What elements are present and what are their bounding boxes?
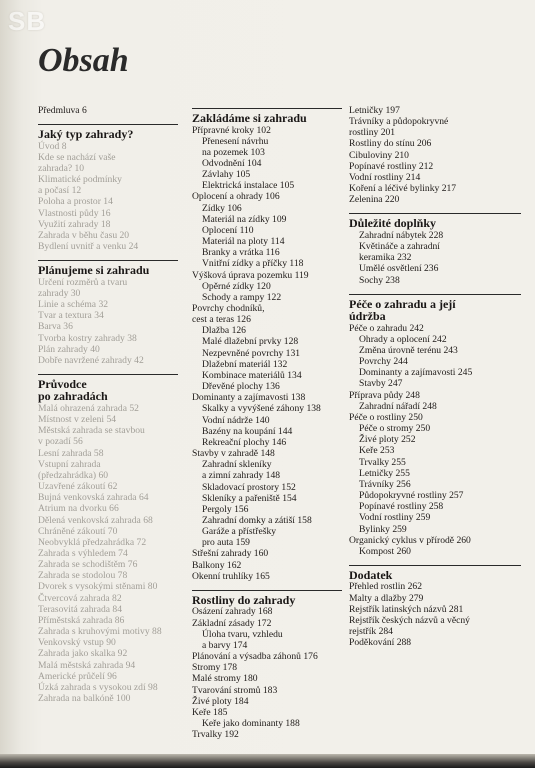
toc-entry: Zelenina 220 <box>349 194 400 206</box>
toc-entry: Okenní truhlíky 165 <box>192 570 270 582</box>
toc-subentry: Úloha tvaru, vzhledu <box>202 628 283 640</box>
toc-subentry: Závlahy 105 <box>202 169 251 181</box>
page-title: Obsah <box>38 42 129 79</box>
toc-subentry: Skladovací prostory 152 <box>202 481 296 493</box>
toc-subentry: Trvalky 255 <box>359 456 406 468</box>
section-heading-line: Rostliny do zahrady <box>192 592 296 607</box>
toc-entry: Městská zahrada se stavbou <box>38 425 145 437</box>
toc-subentry: Umělé osvětlení 236 <box>359 263 439 275</box>
toc-subentry: Dlažební materiál 132 <box>202 358 288 370</box>
toc-subentry: Zahradní skleníky <box>202 459 272 471</box>
toc-subentry: Nezpevněné povrchy 131 <box>202 347 301 359</box>
toc-subentry: Půdopokryvné rostliny 257 <box>359 490 464 502</box>
section-heading-line: Zakládáme si zahradu <box>192 111 307 125</box>
toc-subentry: Zahradní nábytek 228 <box>359 229 444 241</box>
toc-entry: Chráněné zákoutí 70 <box>38 525 118 537</box>
toc-entry: Letničky 197 <box>349 105 400 116</box>
toc-entry: Tvarování stromů 183 <box>192 684 278 696</box>
toc-entry: Cibuloviny 210 <box>349 149 409 161</box>
toc-subentry: pro auta 159 <box>202 537 250 549</box>
toc-subentry: Rekreační plochy 146 <box>202 436 287 448</box>
section-heading <box>38 260 178 277</box>
toc-entry: cest a teras 126 <box>192 314 251 326</box>
toc-entry: Příměstská zahrada 86 <box>38 614 125 626</box>
toc-entry: Neobvyklá předzahrádka 72 <box>38 536 147 548</box>
toc-subentry: Materiál na ploty 114 <box>202 236 285 248</box>
section-heading <box>349 294 521 323</box>
toc-entry: Dvorek s vysokými stěnami 80 <box>38 581 158 593</box>
toc-entry: Čtvercová zahrada 82 <box>38 592 122 604</box>
toc-subentry: Bazény na koupání 144 <box>202 425 293 437</box>
toc-entry: zahrada? 10 <box>38 162 85 174</box>
toc-entry: Úvod 8 <box>38 140 67 152</box>
toc-entry: Střešní zahrady 160 <box>192 548 269 560</box>
toc-entry: Péče o zahradu 242 <box>349 322 424 334</box>
toc-entry: Koření a léčivé bylinky 217 <box>349 183 457 195</box>
toc-entry: Poděkování 288 <box>349 637 412 649</box>
toc-entry: Zahrada v běhu času 20 <box>38 229 130 241</box>
toc-subentry: Vnitřní zídky a příčky 118 <box>202 258 304 270</box>
toc-entry: Malá městská zahrada 94 <box>38 659 136 671</box>
toc-subentry: keramika 232 <box>359 252 412 264</box>
section-heading-line: Péče o zahradu a její <box>349 296 456 311</box>
toc-entry: Vlastnosti půdy 16 <box>38 207 111 219</box>
toc-entry: Stavby v zahradě 148 <box>192 448 275 460</box>
toc-entry: Malá ohrazená zahrada 52 <box>38 402 139 414</box>
toc-subentry: Schody a rampy 122 <box>202 291 282 303</box>
toc-entry: Plánování a výsadba záhonů 176 <box>192 651 318 663</box>
toc-entry: Bujná venkovská zahrada 64 <box>38 492 149 504</box>
toc-entry: Malty a dlažby 279 <box>349 592 424 604</box>
toc-subentry: Péče o stromy 250 <box>359 423 431 435</box>
toc-column-3 <box>349 105 521 648</box>
toc-entry: Americké průčelí 96 <box>38 670 117 682</box>
section-heading-line: po zahradách <box>38 389 108 404</box>
toc-subentry: Skalky a vyvýšené záhony 138 <box>202 403 321 415</box>
toc-subentry: Skleníky a pařeniště 154 <box>202 492 297 504</box>
toc-subentry: Změna úrovně terénu 243 <box>359 345 458 356</box>
toc-entry: v pozadí 56 <box>38 436 83 448</box>
toc-entry: Kde se nachází vaše <box>38 151 116 163</box>
toc-entry: Popínavé rostliny 212 <box>349 160 434 172</box>
toc-entry: rejstřík 284 <box>349 626 393 638</box>
toc-subentry: Garáže a přístřešky <box>202 526 277 538</box>
toc-subentry: a barvy 174 <box>202 639 248 651</box>
toc-entry: Uzavřené zákoutí 62 <box>38 481 118 493</box>
toc-subentry: Povrchy 244 <box>359 356 408 368</box>
toc-entry: Zahrada se stodolou 78 <box>38 570 128 582</box>
toc-entry: Tvar a textura 34 <box>38 310 104 322</box>
toc-entry: rostliny 201 <box>349 127 396 139</box>
toc-entry: Výšková úprava pozemku 119 <box>192 269 309 281</box>
toc-entry: (předzahrádka) 60 <box>38 469 109 481</box>
toc-entry: Dominanty a zajímavosti 138 <box>192 392 306 404</box>
toc-entry: Klimatické podmínky <box>38 174 122 186</box>
toc-subentry: Bylinky 259 <box>359 523 407 535</box>
section-heading <box>192 108 342 125</box>
toc-entry: Bydlení uvnitř a venku 24 <box>38 241 139 253</box>
toc-entry: Péče o rostliny 250 <box>349 411 423 423</box>
section-heading <box>38 374 178 403</box>
section-heading-line: údržba <box>349 309 386 324</box>
toc-entry: Terasovitá zahrada 84 <box>38 603 123 615</box>
toc-entry: Určení rozměrů a tvaru <box>38 276 128 288</box>
section-heading <box>349 213 521 230</box>
toc-subentry: Branky a vrátka 116 <box>202 247 280 259</box>
section-heading <box>349 565 521 582</box>
toc-entry: Dělená venkovská zahrada 68 <box>38 514 153 526</box>
section-heading-line: Průvodce <box>38 376 87 391</box>
toc-entry: Předmluva 6 <box>38 105 87 116</box>
toc-subentry: Živé ploty 252 <box>359 434 416 446</box>
toc-subentry: na pozemek 103 <box>202 146 265 158</box>
toc-entry: Barva 36 <box>38 321 73 333</box>
toc-subentry: Stavby 247 <box>359 378 403 390</box>
toc-entry: Přípravné kroky 102 <box>192 124 271 136</box>
toc-entry: Příprava půdy 248 <box>349 389 420 401</box>
toc-entry: Zahrada na balkóně 100 <box>38 693 131 705</box>
toc-subentry: Dominanty a zajímavosti 245 <box>359 367 473 379</box>
toc-entry: Rejstřík latinských názvů 281 <box>349 603 464 615</box>
toc-subentry: Zahradní nářadí 248 <box>359 400 437 412</box>
toc-entry: Osázení zahrady 168 <box>192 606 273 618</box>
toc-entry: Vodní rostliny 214 <box>349 171 421 183</box>
page-bottom-edge <box>0 754 535 768</box>
toc-subentry: Letničky 255 <box>359 467 410 479</box>
toc-subentry: Trávníky 256 <box>359 478 411 490</box>
toc-entry: Vstupní zahrada <box>38 458 101 470</box>
toc-subentry: Oplocení 110 <box>202 224 254 236</box>
toc-entry: Zahrada s kruhovými motivy 88 <box>38 626 162 638</box>
section-heading <box>38 124 178 141</box>
toc-entry: Místnost v zeleni 54 <box>38 414 117 426</box>
toc-entry: Tvorba kostry zahrady 38 <box>38 332 137 344</box>
toc-entry: Venkovský vstup 90 <box>38 637 116 649</box>
toc-subentry: Popínavé rostliny 258 <box>359 501 444 513</box>
toc-subentry: Kompost 260 <box>359 545 411 557</box>
toc-entry: Plán zahrady 40 <box>38 343 100 355</box>
toc-entry: a počasí 12 <box>38 185 82 197</box>
toc-subentry: Pergoly 156 <box>202 503 249 515</box>
toc-entry: Malé stromy 180 <box>192 673 258 685</box>
toc-subentry: Vodní rostliny 259 <box>359 512 431 524</box>
toc-subentry: Květináče a zahradní <box>359 241 440 253</box>
toc-entry: Stromy 178 <box>192 662 238 674</box>
toc-subentry: Odvodnění 104 <box>202 157 262 169</box>
toc-entry: Poloha a prostor 14 <box>38 196 113 208</box>
toc-column-2 <box>192 108 342 740</box>
toc-entry: Atrium na dvorku 66 <box>38 503 119 515</box>
toc-entry: Úzká zahrada s vysokou zdí 98 <box>38 681 158 693</box>
toc-subentry: Opěrné zídky 120 <box>202 280 271 292</box>
toc-entry: Rostliny do stínu 206 <box>349 138 432 150</box>
section-heading-line: Důležité doplňky <box>349 216 437 231</box>
toc-entry: Balkony 162 <box>192 559 242 571</box>
toc-subentry: Sochy 238 <box>359 274 400 286</box>
toc-entry: Trávníky a půdopokryvné <box>349 116 449 128</box>
section-heading <box>192 590 342 607</box>
publisher-logo: SB <box>8 6 47 36</box>
toc-entry: Povrchy chodníků, <box>192 303 265 314</box>
toc-entry: Organický cyklus v přírodě 260 <box>349 534 471 546</box>
toc-subentry: Dlažba 126 <box>202 325 246 337</box>
toc-entry: Keře 185 <box>192 706 228 718</box>
toc-entry: Přehled rostlin 262 <box>349 581 423 593</box>
toc-subentry: Přenesení návrhu <box>202 135 269 147</box>
toc-entry: Zahrada s výhledem 74 <box>38 548 128 559</box>
toc-subentry: Keře 253 <box>359 445 395 457</box>
section-heading-line: Plánujeme si zahradu <box>38 263 150 278</box>
toc-entry: Dobře navržené zahrady 42 <box>38 354 144 366</box>
toc-subentry: Keře jako dominanty 188 <box>202 717 300 729</box>
toc-subentry: Vodní nádrže 140 <box>202 414 270 426</box>
toc-subentry: Zahradní domky a zátiší 158 <box>202 514 312 526</box>
toc-column-1 <box>38 105 178 704</box>
toc-entry: Využití zahrady 18 <box>38 218 111 230</box>
toc-entry: Zahrada se schodištěm 76 <box>38 559 138 571</box>
toc-entry: Rejstřík českých názvů a věcný <box>349 614 470 626</box>
toc-subentry: Materiál na zídky 109 <box>202 213 287 225</box>
toc-subentry: Ohrady a oplocení 242 <box>359 333 447 345</box>
toc-subentry: Malé dlažební prvky 128 <box>202 336 299 348</box>
toc-subentry: Dřevěné plochy 136 <box>202 381 280 393</box>
toc-subentry: Elektrická instalace 105 <box>202 180 295 192</box>
toc-entry: Linie a schéma 32 <box>38 299 109 311</box>
toc-entry: Lesní zahrada 58 <box>38 447 104 459</box>
toc-subentry: a zimní zahrady 148 <box>202 470 281 482</box>
toc-entry: Zahrada jako skalka 92 <box>38 648 128 660</box>
toc-entry: zahrady 30 <box>38 287 81 299</box>
toc-subentry: Kombinace materiálů 134 <box>202 369 302 381</box>
toc-entry: Základní zásady 172 <box>192 617 272 629</box>
toc-subentry: Zídky 106 <box>202 202 242 214</box>
section-heading-line: Dodatek <box>349 567 393 582</box>
toc-entry: Oplocení a ohrady 106 <box>192 191 280 203</box>
section-heading-line: Jaký typ zahrady? <box>38 127 134 142</box>
toc-entry: Trvalky 192 <box>192 729 239 741</box>
toc-entry: Živé ploty 184 <box>192 695 249 707</box>
